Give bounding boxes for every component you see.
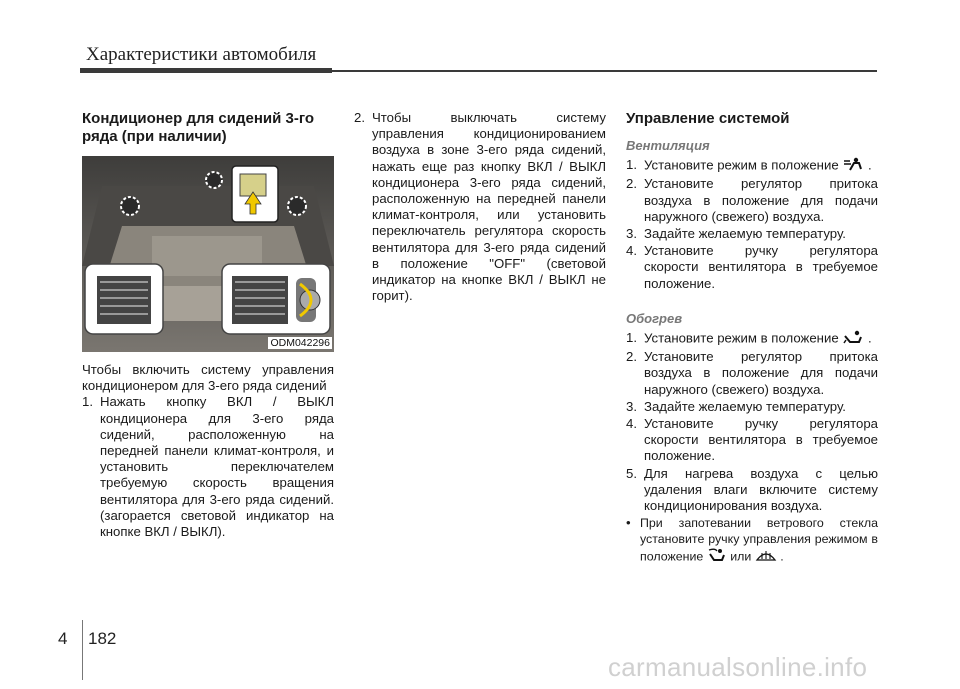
list-item: 1. Установите режим в положение . <box>626 157 878 175</box>
intro-text: Чтобы включить систему управления кондиционером для 3-его ряда сидений <box>82 362 334 394</box>
cargo-area-photo <box>82 156 334 352</box>
chapter-number: 4 <box>58 629 68 648</box>
list-item: 3. Задайте желаемую температуру. <box>626 398 846 414</box>
subsection-heating: Обогрев <box>626 310 683 326</box>
list-item: 2. Установите регулятор притока воздуха в положение для подачи наружного (свежего) воздуха. <box>626 176 878 224</box>
list-item: 2. Установите регулятор притока воздуха в положение для подачи наружного (свежего) воздуха. <box>626 349 878 397</box>
column-1 <box>82 110 334 541</box>
list-item: 1. Установите режим в положение . <box>626 330 878 348</box>
face-mode-icon <box>842 157 864 175</box>
bullet-item: • При запотевании ветрового стекла установите ручку управления режимом в положение или . <box>626 515 878 566</box>
floor-defrost-mode-icon <box>707 548 727 566</box>
header-rule-thin <box>332 70 877 72</box>
vent-illustration <box>82 156 334 352</box>
list-item: 4. Установите ручку регулятора скорости вентилятора в требуемое положение. <box>626 416 878 464</box>
list-item: 3. Задайте желаемую температуру. <box>626 226 846 242</box>
photo-code: ODM042296 <box>270 337 330 349</box>
defrost-icon <box>755 548 777 566</box>
column-2 <box>354 110 606 305</box>
section-heading: Кондиционер для сидений 3-го ряда (при наличии) <box>82 110 315 145</box>
list-item: 4. Установите ручку регулятора скорости вентилятора в требуемое положение. <box>626 243 878 291</box>
page-header-title: Характеристики автомобиля <box>86 44 317 65</box>
floor-mode-icon <box>842 330 864 348</box>
page-number: 182 <box>88 629 117 648</box>
header-rule <box>80 68 332 73</box>
watermark: carmanualsonline.info <box>608 652 868 682</box>
column-3 <box>626 110 878 567</box>
list-item: 1. Нажать кнопку ВКЛ / ВЫКЛ кондиционера для 3-его ряда сидений, расположенную на передней панели климат-контроля, и установить переключателем требуемую скорость вращения вентилятора для 3-его ряда сидений. (загорается световой индикатор на кнопке ВКЛ / ВЫКЛ). <box>82 394 334 540</box>
footer-rule <box>82 620 83 680</box>
list-item: 5. Для нагрева воздуха с целью удаления влаги включите систему кондиционирования воздуха. <box>626 465 878 514</box>
section-heading: Управление системой <box>626 110 790 127</box>
list-item: 2. Чтобы выключать систему управления кондиционированием воздуха в зоне 3-его ряда сидений, нажать еще раз кнопку ВКЛ / ВЫКЛ кондиционера 3-его ряда сидений, расположенную на передней панели климат-контроля, или установить переключатель регулятора скорость вентилятора для 3-его ряда сидений в положение "OFF" (световой индикатор на кнопке ВКЛ / ВЫКЛ не горит). <box>354 110 606 304</box>
subsection-ventilation: Вентиляция <box>626 138 710 153</box>
